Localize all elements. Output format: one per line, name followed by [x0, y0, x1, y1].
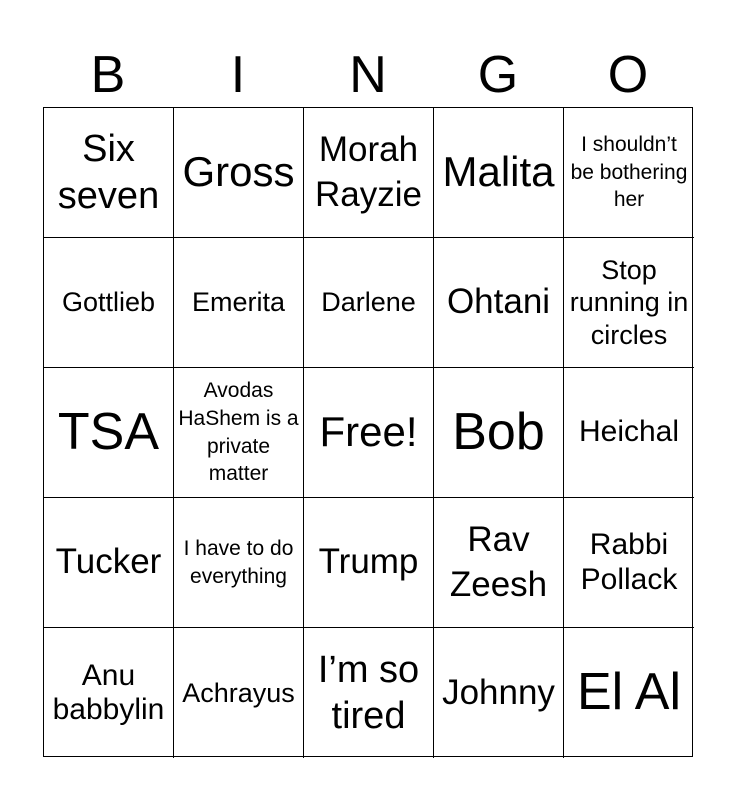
bingo-cell-label: Tucker [55, 542, 162, 582]
bingo-cell-label: I have to do everything [183, 536, 294, 588]
bingo-cell-label: I shouldn’t be bothering her [570, 132, 688, 212]
bingo-cell-label: Rav Zeesh [449, 520, 548, 604]
bingo-cell[interactable] [304, 108, 434, 238]
bingo-cell[interactable] [44, 108, 174, 238]
bingo-cell-label: Six seven [57, 128, 160, 217]
bingo-cell[interactable] [174, 368, 304, 498]
bingo-cell-label: Morah Rayzie [315, 130, 422, 214]
bingo-cell-label: Free! [319, 408, 418, 456]
free-space-cell[interactable] [304, 368, 434, 498]
bingo-cell-label: El Al [576, 663, 682, 722]
bingo-cell-label: Avodas HaShem is a private matter [178, 379, 299, 486]
bingo-cell-label: Achrayus [182, 677, 295, 708]
bingo-cell[interactable] [304, 238, 434, 368]
bingo-cell-label: Heichal [578, 415, 680, 449]
bingo-cell[interactable] [174, 628, 304, 758]
bingo-cell[interactable] [44, 368, 174, 498]
bingo-cell[interactable] [304, 498, 434, 628]
bingo-header [43, 42, 693, 108]
bingo-cell[interactable] [174, 498, 304, 628]
bingo-cell-label: Bob [452, 402, 545, 461]
header-letter-i: I [230, 46, 246, 104]
bingo-cell-label: Rabbi Pollack [580, 528, 678, 596]
bingo-cell-label: I’m so tired [317, 648, 420, 737]
bingo-cell-label: Darlene [321, 287, 416, 318]
bingo-cell[interactable] [564, 498, 694, 628]
bingo-cell[interactable] [564, 108, 694, 238]
bingo-cell-label: Johnny [442, 672, 555, 712]
bingo-cell[interactable] [174, 108, 304, 238]
bingo-cell[interactable] [44, 238, 174, 368]
header-letter-g: G [477, 46, 519, 104]
header-letter-b: B [90, 46, 126, 104]
bingo-cell-label: Stop running in circles [569, 254, 689, 350]
bingo-cell[interactable] [564, 238, 694, 368]
bingo-cell-label: Malita [442, 148, 555, 196]
bingo-cell[interactable] [434, 368, 564, 498]
bingo-cell-label: Anu babbylin [52, 658, 165, 726]
bingo-cell[interactable] [304, 628, 434, 758]
bingo-cell-label: Gross [182, 148, 295, 196]
bingo-cell[interactable] [564, 628, 694, 758]
bingo-cell[interactable] [564, 368, 694, 498]
bingo-cell-label: Trump [318, 542, 419, 582]
header-letter-o: O [607, 46, 649, 104]
bingo-cell[interactable] [44, 628, 174, 758]
bingo-cell-label: Emerita [191, 287, 286, 318]
bingo-cell[interactable] [174, 238, 304, 368]
bingo-board [43, 107, 693, 757]
header-letter-n: N [349, 46, 387, 104]
bingo-cell-label: TSA [57, 402, 160, 461]
bingo-cell[interactable] [434, 238, 564, 368]
bingo-cell[interactable] [434, 108, 564, 238]
bingo-cell-label: Ohtani [446, 282, 551, 322]
bingo-cell[interactable] [44, 498, 174, 628]
bingo-cell[interactable] [434, 628, 564, 758]
bingo-cell-label: Gottlieb [61, 287, 156, 318]
bingo-cell[interactable] [434, 498, 564, 628]
